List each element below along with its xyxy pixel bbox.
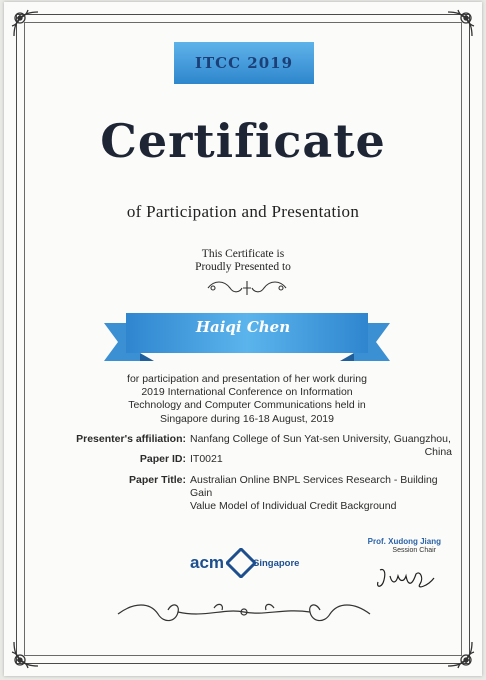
presented-line-2: Proudly Presented to	[195, 261, 291, 273]
acm-logo-word: acm	[190, 553, 225, 572]
conference-banner	[174, 42, 314, 84]
affiliation-label: Presenter's affiliation:	[76, 433, 186, 445]
flourish-ornament-icon	[204, 278, 290, 298]
bottom-flourish-icon	[114, 598, 374, 628]
paper-title-value	[190, 474, 452, 514]
conference-banner-text: ITCC 2019	[194, 54, 294, 72]
presented-line-1: This Certificate is	[201, 248, 285, 260]
certificate-page	[4, 2, 482, 676]
statement-line: Technology and Computer Communications held in	[128, 399, 366, 412]
affiliation-line-2: China	[424, 446, 452, 459]
presented-to-text	[4, 248, 482, 274]
acm-diamond-icon	[226, 548, 256, 578]
paper-title-line-2: Value Model of Individual Credit Background	[190, 500, 397, 513]
corner-ornament-icon	[438, 632, 478, 672]
corner-ornament-icon	[438, 6, 478, 46]
statement-line: 2019 International Conference on Information	[141, 386, 353, 399]
statement-line: Singapore during 16-18 August, 2019	[160, 412, 334, 425]
corner-ornament-icon	[8, 632, 48, 672]
recipient-name: Haiqi Chen	[195, 318, 291, 336]
session-chair-role: Session Chair	[392, 547, 436, 554]
session-chair-name: Prof. Xudong Jiang	[367, 537, 441, 546]
certificate-subtitle: of Participation and Presentation	[126, 202, 360, 221]
certificate-title: Certificate	[100, 114, 386, 168]
paper-id-value: IT0021	[190, 453, 223, 465]
acm-singapore-logo	[180, 546, 310, 582]
statement-line: for participation and presentation of her work during	[127, 373, 367, 385]
paper-title-label: Paper Title:	[129, 474, 186, 486]
affiliation-line-1: Nanfang College of Sun Yat-sen University, Guangzhou,	[190, 433, 451, 445]
signature-icon	[372, 564, 440, 592]
acm-logo-region: Singapore	[253, 558, 300, 569]
paper-title-line-1: Australian Online BNPL Services Research - Building Gain	[190, 474, 438, 500]
corner-ornament-icon	[8, 6, 48, 46]
paper-id-label: Paper ID:	[139, 453, 186, 465]
participation-statement	[84, 373, 410, 426]
